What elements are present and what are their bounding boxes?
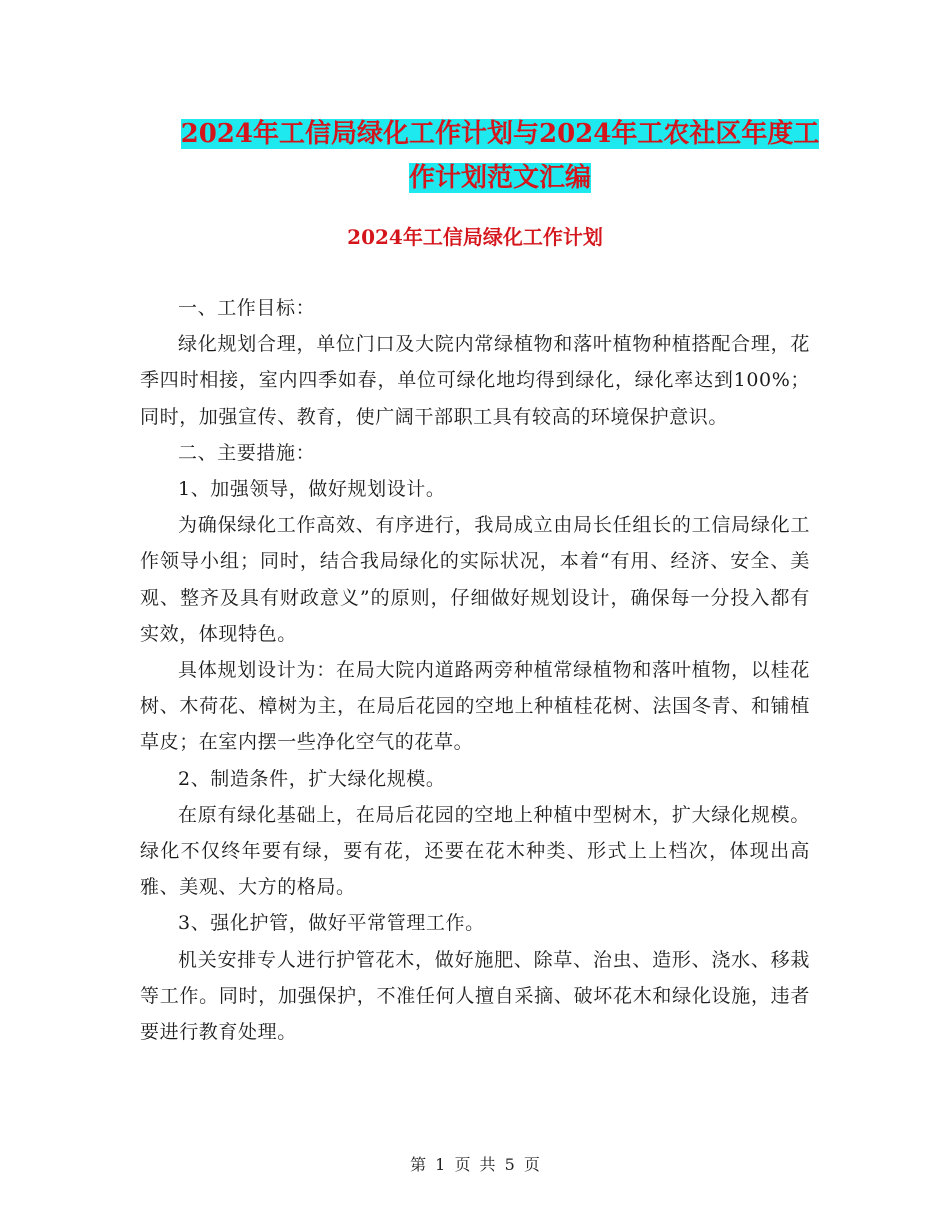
document-title: [140, 112, 860, 200]
paragraph-subheading: 1、加强领导，做好规划设计。: [178, 478, 446, 501]
paragraph: 为确保绿化工作高效、有序进行，我局成立由局长任组长的工信局绿化工作领导小组；同时，结合我局绿化的实际状况，本着“有用、经济、安全、美观、整齐及具有财政意义”的原则，仔细做好规划设计，确保每一分投入都有实效，体现特色。: [140, 514, 810, 645]
body-text: [140, 290, 810, 1050]
paragraph: 机关安排专人进行护管花木，做好施肥、除草、治虫、造形、浇水、移栽等工作。同时，加强保护，不准任何人擅自采摘、破坏花木和绿化设施，违者要进行教育处理。: [140, 948, 810, 1044]
paragraph: 具体规划设计为：在局大院内道路两旁种植常绿植物和落叶植物，以桂花树、木荷花、樟树为主，在局后花园的空地上种植桂花树、法国冬青、和铺植草皮；在室内摆一些净化空气的花草。: [140, 659, 810, 754]
page-footer: 第 1 页 共 5 页: [410, 1155, 540, 1174]
paragraph: 绿化规划合理，单位门口及大院内常绿植物和落叶植物种植搭配合理，花季四时相接，室内四季如春，单位可绿化地均得到绿化，绿化率达到100%；同时，加强宣传、教育，使广阔干部职工具有较高的环境保护意识。: [140, 333, 810, 428]
section-title: 2024年工信局绿化工作计划: [347, 225, 603, 249]
paragraph-heading-measures: 二、主要措施：: [178, 441, 316, 464]
paragraph: 在原有绿化基础上，在局后花园的空地上种植中型树木，扩大绿化规模。绿化不仅终年要有绿，要有花，还要在花木种类、形式上上档次，体现出高雅、美观、大方的格局。: [140, 803, 810, 899]
paragraph-subheading: 3、强化护管，做好平常管理工作。: [178, 912, 485, 935]
document-title-line-1: 2024年工信局绿化工作计划与2024年工农社区年度工: [180, 119, 820, 149]
paragraph-subheading: 2、制造条件，扩大绿化规模。: [178, 767, 446, 790]
document-title-line-2: 作计划范文汇编: [408, 163, 591, 193]
paragraph-heading-goals: 一、工作目标：: [178, 297, 316, 319]
